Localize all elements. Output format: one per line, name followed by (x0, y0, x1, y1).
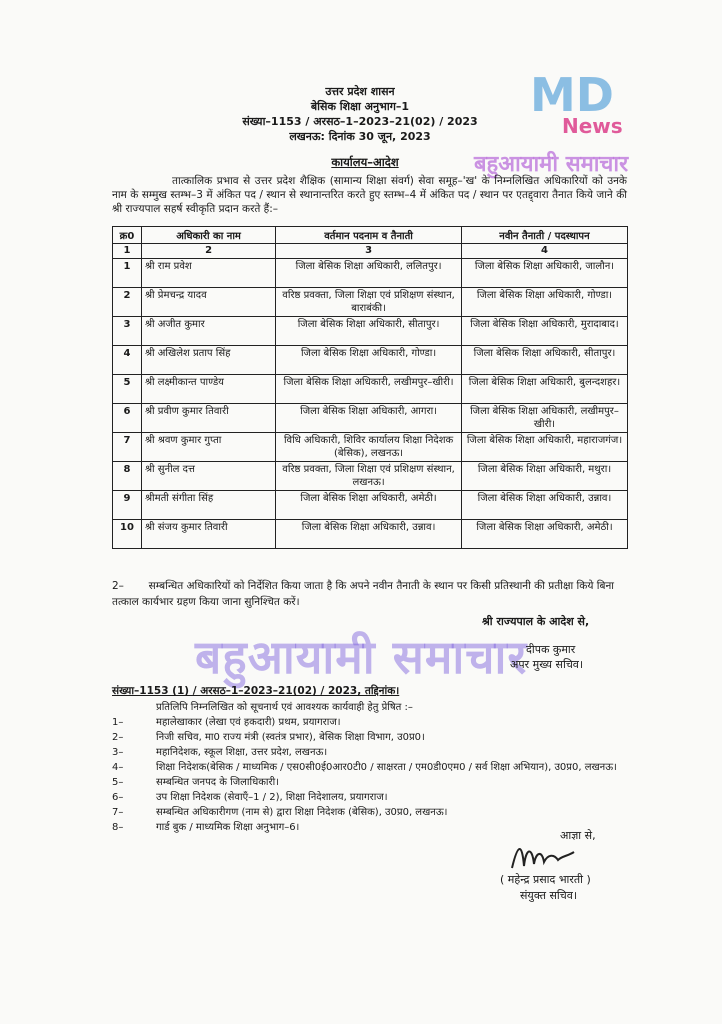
para2-text: सम्बन्धित अधिकारियों को निर्देशित किया जाता है कि अपने नवीन तैनाती के स्थान पर किसी प्रतिस्थानी की प्रतीक्षा किये बिना तत्काल कार्यभार ग्रहण किया जाना सुनिश्चित करें। (112, 580, 615, 608)
row-name: श्री श्रवण कुमार गुप्ता (141, 433, 275, 462)
para2-number: 2– (112, 580, 124, 592)
colnum-4: 4 (461, 244, 627, 259)
row-new: जिला बेसिक शिक्षा अधिकारी, लखीमपुर–खीरी। (461, 404, 627, 433)
copy-list (112, 700, 627, 835)
header-line-2: बेसिक शिक्षा अनुभाग–1 (310, 100, 410, 113)
row-no: 2 (113, 288, 142, 317)
colnum-3: 3 (276, 244, 462, 259)
list-item-number: 8– (112, 822, 124, 833)
table-row (113, 491, 628, 520)
row-no: 1 (113, 259, 142, 288)
row-no: 5 (113, 375, 142, 404)
header-new: नवीन तैनाती / पदस्थापन (461, 227, 627, 244)
list-item-number: 7– (112, 807, 124, 818)
header-line-4: लखनऊ: दिनांक 30 जून, 2023 (289, 130, 431, 143)
list-item (112, 820, 627, 835)
row-name: श्री सुनील दत्त (141, 462, 275, 491)
list-item-text: निजी सचिव, मा0 राज्य मंत्री (स्वतंत्र प्रभार), बेसिक शिक्षा विभाग, उ0प्र0। (156, 732, 425, 743)
list-item-number: 3– (112, 747, 124, 758)
list-item-text: सम्बन्धित अधिकारीगण (नाम से) द्वारा शिक्षा निदेशक (बेसिक), उ0प्र0, लखनऊ। (156, 807, 448, 818)
row-new: जिला बेसिक शिक्षा अधिकारी, महाराजगंज। (461, 433, 627, 462)
list-item-number: 4– (112, 762, 124, 773)
list-item-text: उप शिक्षा निदेशक (सेवाएँ–1 / 2), शिक्षा निदेशालय, प्रयागराज। (156, 792, 388, 803)
copy-reference-number: संख्या–1153 (1) / अरसठ–1–2023–21(02) / 2023, तद्दिनांक। (112, 685, 400, 697)
order-by-governor: श्री राज्यपाल के आदेश से, (482, 615, 590, 628)
row-no: 10 (113, 520, 142, 549)
table-row (113, 433, 628, 462)
copy-intro: प्रतिलिपि निम्नलिखित को सूचनार्थ एवं आवश्यक कार्यवाही हेतु प्रेषित :– (156, 702, 413, 713)
watermark-center-text: बहुआयामी समाचार (195, 630, 528, 684)
list-item-number: 1– (112, 717, 124, 728)
row-name: श्री प्रेमचन्द्र यादव (141, 288, 275, 317)
row-current: जिला बेसिक शिक्षा अधिकारी, आगरा। (276, 404, 462, 433)
row-name: श्री राम प्रवेश (141, 259, 275, 288)
table-row (113, 259, 628, 288)
signer1-name: दीपक कुमार (526, 643, 576, 656)
colnum-1: 1 (113, 244, 142, 259)
list-item (112, 715, 627, 730)
list-item (112, 805, 627, 820)
list-item-text: महानिदेशक, स्कूल शिक्षा, उत्तर प्रदेश, लखनऊ। (156, 747, 328, 758)
row-new: जिला बेसिक शिक्षा अधिकारी, बुलन्दशहर। (461, 375, 627, 404)
document-header (180, 84, 540, 144)
row-current: जिला बेसिक शिक्षा अधिकारी, उन्नाव। (276, 520, 462, 549)
intro-paragraph: तात्कालिक प्रभाव से उत्तर प्रदेश शैक्षिक (सामान्य शिक्षा संवर्ग) सेवा समूह–'ख' के निम्नलिखित अधिकारियों को उनके नाम के सम्मुख स्तम्भ–3 में अंकित पद / स्थान से स्थानान्तरित करते हुए स्तम्भ–4 में अंकित पद / स्थान पर एतद्द्वारा तैनात किये जाने की श्री राज्यपाल सहर्ष स्वीकृति प्रदान करते हैं:– (112, 175, 627, 215)
row-current: विधि अधिकारी, शिविर कार्यालय शिक्षा निदेशक (बेसिक), लखनऊ। (276, 433, 462, 462)
order-title: कार्यालय–आदेश (331, 155, 399, 169)
signer2-designation: संयुक्त सचिव। (520, 889, 578, 902)
header-line-1: उत्तर प्रदेश शासन (325, 85, 395, 98)
list-item-text: महालेखाकार (लेखा एवं हकदारी) प्रथम, प्रयागराज। (156, 717, 341, 728)
list-item (112, 775, 627, 790)
list-item (112, 730, 627, 745)
table-row (113, 375, 628, 404)
header-line-3: संख्या–1153 / अरसठ–1–2023–21(02) / 2023 (242, 115, 478, 128)
list-item-text: शिक्षा निदेशक(बेसिक / माध्यमिक / एस0सी0ई0आर0टी0 / साक्षरता / एम0डी0एम0 / सर्व शिक्षा अभियान), उ0प्र0, लखनऊ। (156, 762, 617, 773)
logo-news-text: News (562, 114, 623, 138)
colnum-2: 2 (141, 244, 275, 259)
instruction-paragraph (112, 578, 627, 610)
row-name: श्री अखिलेश प्रताप सिंह (141, 346, 275, 375)
table-header-row (113, 227, 628, 244)
list-item-number: 2– (112, 732, 124, 743)
list-item-text: गार्ड बुक / माध्यमिक शिक्षा अनुभाग–6। (156, 822, 300, 833)
table-row (113, 317, 628, 346)
row-current: वरिष्ठ प्रवक्ता, जिला शिक्षा एवं प्रशिक्षण संस्थान, बाराबंकी। (276, 288, 462, 317)
table-row (113, 520, 628, 549)
row-no: 4 (113, 346, 142, 375)
row-name: श्रीमती संगीता सिंह (141, 491, 275, 520)
row-new: जिला बेसिक शिक्षा अधिकारी, अमेठी। (461, 520, 627, 549)
row-no: 7 (113, 433, 142, 462)
table-row (113, 462, 628, 491)
table-row (113, 288, 628, 317)
row-current: वरिष्ठ प्रवक्ता, जिला शिक्षा एवं प्रशिक्षण संस्थान, लखनऊ। (276, 462, 462, 491)
row-current: जिला बेसिक शिक्षा अधिकारी, सीतापुर। (276, 317, 462, 346)
row-name: श्री लक्ष्मीकान्त पाण्डेय (141, 375, 275, 404)
row-current: जिला बेसिक शिक्षा अधिकारी, लखीमपुर–खीरी। (276, 375, 462, 404)
row-name: श्री अजीत कुमार (141, 317, 275, 346)
by-order-text: आज्ञा से, (560, 829, 596, 842)
row-new: जिला बेसिक शिक्षा अधिकारी, मुरादाबाद। (461, 317, 627, 346)
table-row (113, 346, 628, 375)
watermark-top-text: बहुआयामी समाचार (474, 152, 629, 177)
header-name: अधिकारी का नाम (141, 227, 275, 244)
row-new: जिला बेसिक शिक्षा अधिकारी, उन्नाव। (461, 491, 627, 520)
header-sno: क्र0 (113, 227, 142, 244)
column-number-row (113, 244, 628, 259)
signer1-designation: अपर मुख्य सचिव। (510, 658, 584, 671)
row-no: 8 (113, 462, 142, 491)
row-name: श्री संजय कुमार तिवारी (141, 520, 275, 549)
transfer-table (112, 226, 628, 549)
row-new: जिला बेसिक शिक्षा अधिकारी, गोण्डा। (461, 288, 627, 317)
list-item-number: 6– (112, 792, 124, 803)
row-no: 6 (113, 404, 142, 433)
list-item (112, 760, 627, 775)
row-new: जिला बेसिक शिक्षा अधिकारी, मथुरा। (461, 462, 627, 491)
logo-md-text: MD (530, 68, 614, 122)
row-no: 9 (113, 491, 142, 520)
row-new: जिला बेसिक शिक्षा अधिकारी, जालौन। (461, 259, 627, 288)
row-new: जिला बेसिक शिक्षा अधिकारी, सीतापुर। (461, 346, 627, 375)
signer2-name: ( महेन्द्र प्रसाद भारती ) (500, 873, 591, 886)
list-item (112, 790, 627, 805)
row-name: श्री प्रवीण कुमार तिवारी (141, 404, 275, 433)
list-item-number: 5– (112, 777, 124, 788)
row-current: जिला बेसिक शिक्षा अधिकारी, गोण्डा। (276, 346, 462, 375)
list-item (112, 745, 627, 760)
table-row (113, 404, 628, 433)
list-item-text: सम्बन्धित जनपद के जिलाधिकारी। (156, 777, 279, 788)
row-current: जिला बेसिक शिक्षा अधिकारी, अमेठी। (276, 491, 462, 520)
row-no: 3 (113, 317, 142, 346)
header-current: वर्तमान पदनाम व तैनाती (276, 227, 462, 244)
row-current: जिला बेसिक शिक्षा अधिकारी, ललितपुर। (276, 259, 462, 288)
